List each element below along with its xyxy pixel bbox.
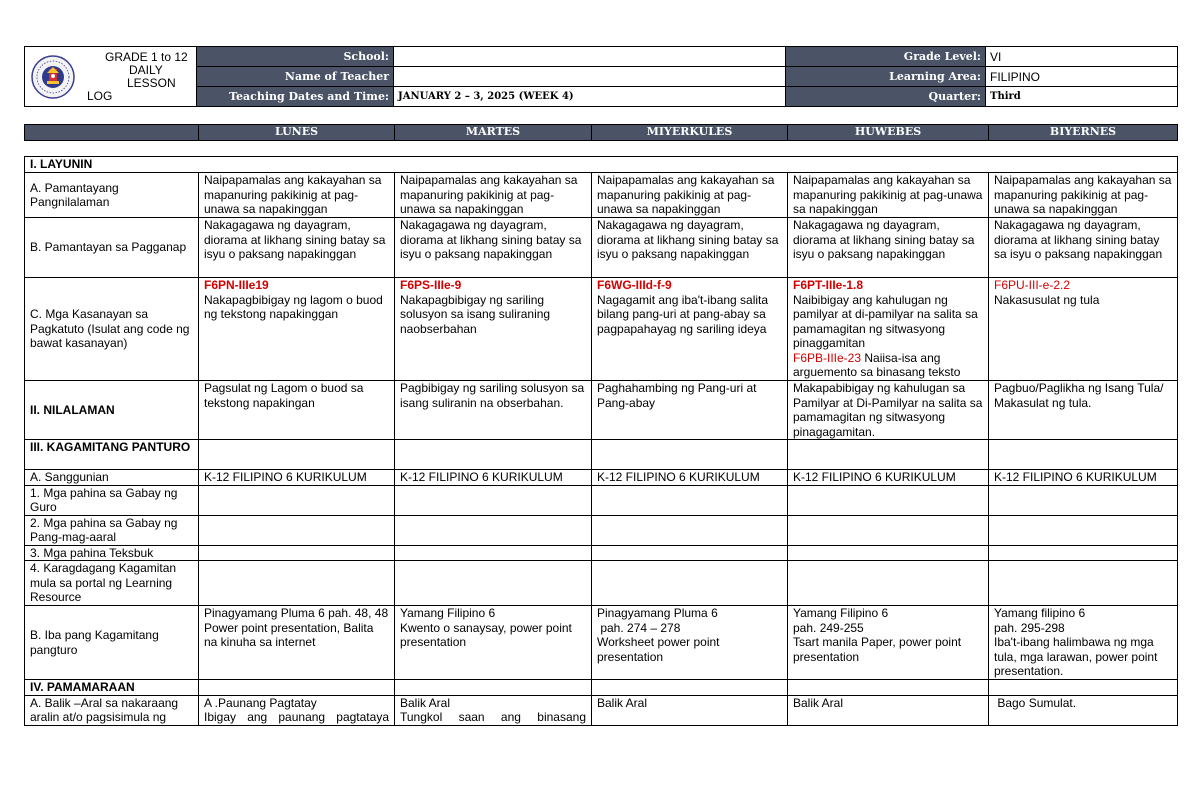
procedure-line: Balik Aral bbox=[597, 695, 648, 710]
cell-lunes[interactable] bbox=[199, 561, 395, 606]
school-label: School: bbox=[197, 47, 394, 67]
cell-biyernes[interactable] bbox=[989, 440, 1178, 470]
cell-lunes[interactable]: K-12 FILIPINO 6 KURIKULUM bbox=[199, 470, 395, 486]
cell-martes[interactable] bbox=[395, 680, 592, 696]
material-line: Yamang Filipino 6 bbox=[793, 606, 889, 620]
day-header-huwebes: HUWEBES bbox=[788, 125, 989, 141]
learning-area-value[interactable]: FILIPINO bbox=[986, 67, 1178, 87]
row-pamantayan-pagganap bbox=[25, 218, 1178, 278]
teacher-label: Name of Teacher bbox=[197, 67, 394, 87]
cell-huwebes[interactable] bbox=[788, 278, 989, 381]
spacer-cell bbox=[395, 141, 592, 157]
material-line: Pinagyamang Pluma 6 pah. 48, 48 bbox=[204, 606, 389, 620]
spacer-cell bbox=[25, 141, 199, 157]
competency-code-2: F6PB-IIIe-23 bbox=[793, 350, 862, 365]
cell-huwebes[interactable]: Nakagagawa ng dayagram, diorama at likhang sining batay sa isyu o paksang napakinggan bbox=[788, 218, 989, 278]
cell-huwebes[interactable] bbox=[788, 695, 989, 725]
cell-martes[interactable] bbox=[395, 278, 592, 381]
cell-lunes[interactable] bbox=[199, 680, 395, 696]
material-line: Tsart manila Paper, power point presentation bbox=[793, 635, 962, 664]
competency-text: Nakapagbibigay ng lagom o buod ng tekstong napakinggan bbox=[204, 292, 383, 321]
cell-biyernes[interactable]: Nakagagawa ng dayagram, diorama at likhang sining batay sa isyu o paksang napakinggan bbox=[989, 218, 1178, 278]
cell-miyerkules[interactable]: Paghahambing ng Pang-uri at Pang-abay bbox=[592, 381, 788, 440]
cell-biyernes[interactable] bbox=[989, 515, 1178, 545]
cell-miyerkules[interactable] bbox=[592, 485, 788, 515]
row-gabay-mag-aaral bbox=[25, 515, 1178, 545]
procedure-line: Tungkol saan ang binasang bbox=[400, 710, 586, 724]
material-line: Iba't-ibang halimbawa ng mga tula, mga larawan, power point presentation. bbox=[994, 635, 1158, 678]
day-header-row bbox=[25, 125, 1178, 141]
cell-miyerkules[interactable]: Nakagagawa ng dayagram, diorama at likhang sining batay sa isyu o paksang napakinggan bbox=[592, 218, 788, 278]
row-label: B. Pamantayan sa Pagganap bbox=[25, 218, 199, 278]
quarter-value[interactable]: Third bbox=[986, 87, 1178, 107]
cell-biyernes[interactable] bbox=[989, 680, 1178, 696]
cell-biyernes[interactable]: Pagbuo/Paglikha ng Isang Tula/ Makasulat ng tula. bbox=[989, 381, 1178, 440]
material-line: Kwento o sanaysay, power point presentation bbox=[400, 620, 572, 649]
spacer-row bbox=[25, 141, 1178, 157]
section-nilalaman: II. NILALAMAN bbox=[25, 381, 199, 440]
cell-biyernes[interactable]: K-12 FILIPINO 6 KURIKULUM bbox=[989, 470, 1178, 486]
row-pamantayang-pangnilalaman bbox=[25, 173, 1178, 218]
material-line: Yamang Filipino 6 bbox=[400, 606, 496, 620]
row-label: A. Pamantayang Pangnilalaman bbox=[25, 173, 199, 218]
cell-huwebes[interactable] bbox=[788, 545, 989, 561]
cell-miyerkules[interactable] bbox=[592, 278, 788, 381]
cell-huwebes[interactable] bbox=[788, 485, 989, 515]
procedure-line: Bago Sumulat. bbox=[994, 695, 1077, 710]
row-label: 3. Mga pahina Teksbuk bbox=[25, 545, 199, 561]
cell-huwebes[interactable] bbox=[788, 561, 989, 606]
day-header-lunes: LUNES bbox=[199, 125, 395, 141]
cell-lunes[interactable] bbox=[199, 695, 395, 725]
cell-martes[interactable] bbox=[395, 545, 592, 561]
school-value[interactable] bbox=[394, 47, 786, 67]
row-label: 2. Mga pahina sa Gabay ng Pang-mag-aaral bbox=[25, 515, 199, 545]
cell-biyernes[interactable] bbox=[989, 545, 1178, 561]
cell-martes[interactable] bbox=[395, 606, 592, 680]
section-pamamaraan: IV. PAMAMARAAN bbox=[25, 680, 199, 696]
grade-level-label: Grade Level: bbox=[786, 47, 986, 67]
row-label: A. Balik –Aral sa nakaraang aralin at/o pagsisimula ng bbox=[25, 695, 199, 725]
row-kagamitan bbox=[25, 440, 1178, 470]
row-teksbuk bbox=[25, 545, 1178, 561]
cell-huwebes[interactable]: K-12 FILIPINO 6 KURIKULUM bbox=[788, 470, 989, 486]
cell-miyerkules[interactable] bbox=[592, 515, 788, 545]
cell-martes[interactable]: Naipapamalas ang kakayahan sa mapanuring pakikinig at pag-unawa sa napakinggan bbox=[395, 173, 592, 218]
cell-martes[interactable] bbox=[395, 695, 592, 725]
competency-code: F6PU-III-e-2.2 bbox=[994, 278, 1071, 292]
material-line: Yamang filipino 6 bbox=[994, 606, 1086, 620]
header-table bbox=[24, 46, 1178, 107]
row-kasanayan bbox=[25, 278, 1178, 381]
cell-huwebes[interactable] bbox=[788, 515, 989, 545]
competency-text-2: Naiisa-isa ang arguemento sa binasang teksto bbox=[793, 350, 961, 379]
cell-miyerkules[interactable] bbox=[592, 680, 788, 696]
cell-biyernes[interactable] bbox=[989, 485, 1178, 515]
row-label: A. Sanggunian bbox=[25, 470, 199, 486]
cell-huwebes[interactable] bbox=[788, 680, 989, 696]
cell-martes[interactable] bbox=[395, 440, 592, 470]
procedure-line: Balik Aral bbox=[793, 695, 844, 710]
cell-huwebes[interactable]: Makapabibigay ng kahulugan sa Pamilyar at Di-Pamilyar na salita sa pamamagitan ng sitwasyong pinagagamitan. bbox=[788, 381, 989, 440]
material-line: pah. 274 – 278 bbox=[597, 620, 681, 635]
grade-level-value[interactable]: VI bbox=[986, 47, 1178, 67]
title-line-3: LESSON bbox=[127, 75, 176, 90]
spacer-cell bbox=[989, 141, 1178, 157]
spacer-cell bbox=[788, 141, 989, 157]
header-logo-cell bbox=[25, 47, 197, 107]
cell-biyernes[interactable] bbox=[989, 278, 1178, 381]
material-line: pah. 295-298 bbox=[994, 620, 1065, 635]
teacher-value[interactable] bbox=[394, 67, 786, 87]
cell-biyernes[interactable] bbox=[989, 695, 1178, 725]
cell-lunes[interactable] bbox=[199, 485, 395, 515]
dates-label: Teaching Dates and Time: bbox=[197, 87, 394, 107]
material-line: Power point presentation, Balita na kinuha sa internet bbox=[204, 620, 374, 649]
cell-lunes[interactable] bbox=[199, 515, 395, 545]
material-line: Pinagyamang Pluma 6 bbox=[597, 606, 718, 620]
cell-huwebes[interactable] bbox=[788, 606, 989, 680]
cell-lunes[interactable] bbox=[199, 545, 395, 561]
document-title bbox=[83, 51, 188, 103]
cell-miyerkules[interactable] bbox=[592, 545, 788, 561]
row-nilalaman bbox=[25, 381, 1178, 440]
cell-biyernes[interactable] bbox=[989, 606, 1178, 680]
spacer-cell bbox=[199, 141, 395, 157]
day-header-empty bbox=[25, 125, 199, 141]
section-kagamitan: III. KAGAMITANG PANTURO bbox=[25, 440, 199, 470]
procedure-line: A .Paunang Pagtatay bbox=[204, 695, 317, 710]
cell-lunes[interactable] bbox=[199, 440, 395, 470]
dates-value[interactable]: JANUARY 2 – 3, 2025 (WEEK 4) bbox=[394, 87, 786, 107]
cell-miyerkules[interactable] bbox=[592, 561, 788, 606]
cell-lunes[interactable] bbox=[199, 278, 395, 381]
row-label: 1. Mga pahina sa Gabay ng Guro bbox=[25, 485, 199, 515]
day-header-miyerkules: MIYERKULES bbox=[592, 125, 788, 141]
cell-miyerkules[interactable] bbox=[592, 440, 788, 470]
competency-code: F6PT-IIIe-1.8 bbox=[793, 278, 864, 292]
procedure-line: Ibigay ang paunang pagtataya bbox=[204, 710, 389, 724]
competency-text: Nakasusulat ng tula bbox=[994, 292, 1100, 307]
deped-seal-icon bbox=[31, 55, 75, 99]
row-karagdagang bbox=[25, 561, 1178, 606]
row-label: 4. Karagdagang Kagamitan mula sa portal ng Learning Resource bbox=[25, 561, 199, 606]
competency-code: F6WG-IIId-f-9 bbox=[597, 278, 672, 292]
cell-lunes[interactable]: Pagsulat ng Lagom o buod sa tekstong napakingan bbox=[199, 381, 395, 440]
competency-text: Nakapagbibigay ng sariling solusyon sa isang suliraning naobserbahan bbox=[400, 292, 551, 336]
cell-lunes[interactable] bbox=[199, 606, 395, 680]
spacer-cell bbox=[592, 141, 788, 157]
lesson-log-table bbox=[24, 124, 1178, 726]
cell-martes[interactable]: Pagbibigay ng sariling solusyon sa isang suliranin na obserbahan. bbox=[395, 381, 592, 440]
row-label: B. Iba pang Kagamitang pangturo bbox=[25, 606, 199, 680]
cell-miyerkules[interactable] bbox=[592, 606, 788, 680]
row-label: C. Mga Kasanayan sa Pagkatuto (Isulat ang code ng bawat kasanayan) bbox=[25, 278, 199, 381]
cell-lunes[interactable]: Naipapamalas ang kakayahan sa mapanuring pakikinig at pag-unawa sa napakinggan bbox=[199, 173, 395, 218]
cell-miyerkules[interactable]: Naipapamalas ang kakayahan sa mapanuring pakikinig at pag-unawa sa napakinggan bbox=[592, 173, 788, 218]
day-header-biyernes: BIYERNES bbox=[989, 125, 1178, 141]
cell-martes[interactable]: Nakagagawa ng dayagram, diorama at likhang sining batay sa isyu o paksang napakinggan bbox=[395, 218, 592, 278]
quarter-label: Quarter: bbox=[786, 87, 986, 107]
competency-text: Nagagamit ang iba't-ibang salita bilang pang-uri at pang-abay sa pagpapahayag ng sariling ideya bbox=[597, 292, 769, 336]
cell-lunes[interactable]: Nakagagawa ng dayagram, diorama at likhang sining batay sa isyu o paksang napakinggan bbox=[199, 218, 395, 278]
learning-area-label: Learning Area: bbox=[786, 67, 986, 87]
title-line-1: GRADE 1 to 12 bbox=[105, 49, 188, 64]
cell-miyerkules[interactable] bbox=[592, 695, 788, 725]
material-line: Worksheet power point presentation bbox=[597, 635, 720, 664]
cell-martes[interactable] bbox=[395, 515, 592, 545]
procedure-line: Balik Aral bbox=[400, 695, 451, 710]
section-row-layunin bbox=[25, 157, 1178, 173]
cell-huwebes[interactable]: Naipapamalas ang kakayahan sa mapanuring pakikinig at pag-unawa sa napakinggan bbox=[788, 173, 989, 218]
competency-code: F6PN-IIIe19 bbox=[204, 278, 269, 292]
cell-miyerkules[interactable]: K-12 FILIPINO 6 KURIKULUM bbox=[592, 470, 788, 486]
cell-biyernes[interactable]: Naipapamalas ang kakayahan sa mapanuring pakikinig at pag-unawa sa napakinggan bbox=[989, 173, 1178, 218]
competency-text: Naibibigay ang kahulugan ng pamilyar at di-pamilyar na salita sa pamamagitan ng sitwasyong pinaggamitan bbox=[793, 292, 978, 350]
row-sanggunian bbox=[25, 470, 1178, 486]
row-iba-pang-kagamitan bbox=[25, 606, 1178, 680]
cell-martes[interactable] bbox=[395, 561, 592, 606]
row-balik-aral bbox=[25, 695, 1178, 725]
cell-martes[interactable]: K-12 FILIPINO 6 KURIKULUM bbox=[395, 470, 592, 486]
material-line: pah. 249-255 bbox=[793, 620, 864, 635]
title-line-4: LOG bbox=[87, 88, 113, 103]
row-gabay-guro bbox=[25, 485, 1178, 515]
competency-second bbox=[793, 351, 983, 380]
title-line-2: DAILY bbox=[129, 62, 163, 77]
cell-biyernes[interactable] bbox=[989, 561, 1178, 606]
day-header-martes: MARTES bbox=[395, 125, 592, 141]
cell-huwebes[interactable] bbox=[788, 440, 989, 470]
row-pamamaraan bbox=[25, 680, 1178, 696]
competency-code: F6PS-IIIe-9 bbox=[400, 278, 462, 292]
cell-martes[interactable] bbox=[395, 485, 592, 515]
section-layunin: I. LAYUNIN bbox=[25, 157, 1178, 173]
